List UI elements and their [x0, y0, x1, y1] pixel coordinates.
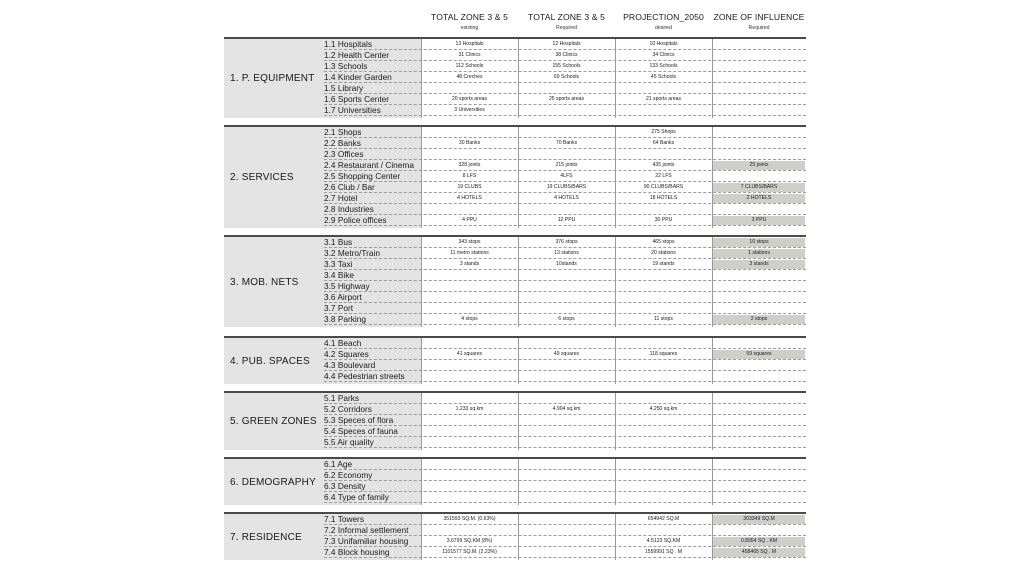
table-row: [324, 270, 806, 281]
table-cell: 70 Banks: [555, 140, 578, 146]
table-cell: 376 stops: [555, 239, 578, 245]
table-cell: 654942 SQ.M: [647, 516, 680, 522]
row-label: 1.2 Health Center: [324, 50, 390, 60]
row-label: 2.3 Offices: [324, 149, 364, 159]
table-row: [324, 204, 806, 215]
table-row: [324, 404, 806, 415]
table-cell: 4 HOTELS: [554, 195, 579, 201]
section-label: 1. P. EQUIPMENT: [230, 73, 315, 84]
table-cell: 351593 SQ.M. (0.63%): [443, 516, 496, 522]
row-label: 1.4 Kinder Garden: [324, 72, 392, 82]
table-cell: 10 stops: [713, 238, 805, 247]
table-row: [324, 314, 806, 325]
row-label: 5.4 Speces of fauna: [324, 426, 398, 436]
table-cell: 3 stands: [713, 260, 805, 269]
row-label: 5.1 Parks: [324, 393, 360, 403]
table-cell: 19 CLUBS: [457, 184, 482, 190]
table-row: [324, 459, 806, 470]
table-row: [324, 470, 806, 481]
table-row: [324, 94, 806, 105]
row-separator: [324, 225, 806, 226]
table-cell: 1559991 SQ . M: [644, 549, 683, 555]
column-subtitle: Required: [748, 25, 770, 31]
table-row: [324, 105, 806, 116]
table-cell: 303349 SQ.M: [713, 515, 805, 524]
row-label: 3.2 Metro/Train: [324, 248, 380, 258]
table-cell: 20 sports areas: [451, 96, 488, 102]
table-cell: 4 HOTELS: [457, 195, 482, 201]
table-cell: 69 Schools: [553, 74, 580, 80]
table-cell: 21 sports areas: [645, 96, 682, 102]
table-cell: 11 stops: [654, 316, 673, 322]
table-cell: 1101577 SQ.M. (2.23%): [442, 549, 497, 555]
row-label: 4.3 Boulevard: [324, 360, 376, 370]
section-4-pub-spaces: [224, 336, 806, 384]
row-label: 3.8 Parking: [324, 314, 366, 324]
table-cell: 13 Hospitals: [455, 41, 484, 47]
table-cell: 12 Hospitals: [552, 41, 581, 47]
section-label: 3. MOB. NETS: [230, 276, 299, 288]
table-cell: 19 stands: [652, 261, 675, 267]
table-cell: 6 stops: [558, 316, 575, 322]
table-row: [324, 536, 806, 547]
row-label: 3.3 Taxi: [324, 259, 353, 269]
table-cell: 11 metro stations: [450, 250, 489, 256]
table-cell: 4 PPU: [462, 217, 477, 223]
table-row: [324, 193, 806, 204]
row-label: 2.2 Banks: [324, 138, 361, 148]
table-row: [324, 281, 806, 292]
column-title: PROJECTION_2050: [623, 12, 704, 22]
table-cell: 45 Schools: [650, 74, 677, 80]
table-cell: 2 HOTELS: [713, 194, 805, 203]
row-label: 1.6 Sports Center: [324, 94, 390, 104]
table-cell: 435 joints: [652, 162, 675, 168]
column-header-existing: [421, 12, 518, 31]
column-title: ZONE OF INFLUENCE: [713, 12, 805, 22]
table-row: [324, 514, 806, 525]
row-label: 2.9 Police offices: [324, 215, 387, 225]
table-row: [324, 160, 806, 171]
table-row: [324, 481, 806, 492]
row-label: 5.5 Air quality: [324, 437, 374, 447]
table-cell: 118 squares: [649, 351, 678, 357]
row-label: 2.7 Hotel: [324, 193, 358, 203]
row-label: 7.1 Towers: [324, 514, 364, 524]
table-row: [324, 415, 806, 426]
table-row: [324, 171, 806, 182]
table-row: [324, 72, 806, 83]
table-cell: 8 LFS: [462, 173, 477, 179]
row-label: 2.8 Industries: [324, 204, 374, 214]
table-row: [324, 248, 806, 259]
row-label: 2.4 Restaurant / Cinema: [324, 160, 414, 170]
section-label: 6. DEMOGRAPHY: [230, 476, 316, 488]
row-label: 2.6 Club / Bar: [324, 182, 375, 192]
row-label: 3.6 Airport: [324, 292, 362, 302]
table-row: [324, 393, 806, 404]
table-cell: 41 squares: [456, 351, 483, 357]
table-row: [324, 61, 806, 72]
row-separator: [324, 557, 806, 558]
table-row: [324, 492, 806, 503]
row-separator: [324, 115, 806, 116]
row-separator: [324, 502, 806, 503]
table-cell: 20 stations: [651, 250, 676, 256]
table-cell: 25 sports areas: [548, 96, 585, 102]
section-label: 7. RESIDENCE: [230, 531, 302, 543]
row-label: 3.1 Bus: [324, 237, 353, 247]
table-cell: 133 Schools: [649, 63, 678, 69]
table-row: [324, 138, 806, 149]
table-row: [324, 525, 806, 536]
table-cell: 0.8954 SQ . KM: [713, 537, 805, 546]
table-cell: 3 PPU: [713, 216, 805, 225]
table-cell: 22 LFS: [655, 173, 672, 179]
table-row: [324, 215, 806, 226]
row-separator: [324, 447, 806, 448]
table-cell: 49 squares: [553, 351, 580, 357]
column-subtitle: desired: [654, 25, 672, 31]
table-cell: 1.233 sq.km: [455, 406, 484, 412]
row-label: 4.1 Beach: [324, 338, 362, 348]
section-6-demography: [224, 457, 806, 505]
column-title: TOTAL ZONE 3 & 5: [431, 12, 508, 22]
table-cell: 3 Universities: [454, 107, 485, 113]
table-cell: 1 stations: [713, 249, 805, 258]
table-cell: 112 Schools: [455, 63, 484, 69]
row-label: 5.2 Corridors: [324, 404, 372, 414]
table-row: [324, 371, 806, 382]
row-label: 6.1 Age: [324, 459, 353, 469]
table-cell: 30 Banks: [458, 140, 481, 146]
table-cell: 3.6799 SQ.KM (8%): [446, 538, 493, 544]
row-label: 4.4 Pedestrian streets: [324, 371, 405, 381]
table-cell: 31 Clinics: [458, 52, 481, 58]
row-label: 6.3 Density: [324, 481, 366, 491]
column-subtitle: existing: [460, 25, 479, 31]
section-2-services: [224, 125, 806, 228]
table-row: [324, 39, 806, 50]
column-subtitle: Required: [555, 25, 578, 31]
table-cell: 215 joints: [555, 162, 578, 168]
table-cell: 13 stations: [554, 250, 579, 256]
row-label: 6.4 Type of family: [324, 492, 389, 502]
section-label: 4. PUB. SPACES: [230, 355, 310, 367]
table-cell: 48 Creches: [456, 74, 483, 80]
table-row: [324, 547, 806, 558]
table-cell: 458465 SQ . M: [713, 548, 805, 557]
section-5-green-zones: [224, 391, 806, 450]
table-cell: 155 Schools: [552, 63, 581, 69]
table-row: [324, 437, 806, 448]
row-label: 3.7 Port: [324, 303, 354, 313]
table-row: [324, 259, 806, 270]
table-cell: 25 joints: [713, 161, 805, 170]
table-cell: 3 stands: [459, 261, 480, 267]
table-cell: 59 squares: [713, 350, 805, 359]
row-label: 2.5 Shopping Center: [324, 171, 401, 181]
table-cell: 30 PPU: [654, 217, 673, 223]
row-label: 1.1 Hospitals: [324, 39, 372, 49]
row-label: 1.5 Library: [324, 83, 364, 93]
table-cell: 328 joints: [458, 162, 481, 168]
table-cell: 4 stops: [461, 316, 478, 322]
row-label: 6.2 Economy: [324, 470, 373, 480]
row-label: 7.3 Unifamiliar housing: [324, 536, 409, 546]
table-row: [324, 338, 806, 349]
section-label: 5. GREEN ZONES: [230, 416, 317, 427]
table-row: [324, 349, 806, 360]
table-cell: 12 PPU: [557, 217, 576, 223]
row-label: 4.2 Squares: [324, 349, 369, 359]
row-label: 2.1 Shops: [324, 127, 362, 137]
table-row: [324, 237, 806, 248]
row-label: 7.2 Informal settlement: [324, 525, 409, 535]
table-cell: 4.904 sq.km: [552, 406, 581, 412]
row-label: 3.5 Highway: [324, 281, 370, 291]
table-cell: 7 CLUBS/BARS: [713, 183, 805, 192]
data-table: [224, 0, 806, 576]
row-label: 1.7 Universities: [324, 105, 381, 115]
table-cell: 343 stops: [458, 239, 481, 245]
table-row: [324, 426, 806, 437]
table-cell: 275 Shops: [651, 129, 676, 135]
table-cell: 19 CLUBS/BARS: [546, 184, 587, 190]
table-row: [324, 50, 806, 61]
table-cell: 38 Clinics: [555, 52, 578, 58]
table-cell: 10stands: [556, 261, 577, 267]
table-cell: 465 stops: [652, 239, 675, 245]
section-3-mob-nets: [224, 235, 806, 327]
table-cell: 4LFS: [560, 173, 573, 179]
section-label: 2. SERVICES: [230, 172, 294, 183]
table-cell: 18 HOTELS: [649, 195, 678, 201]
column-header-zone-of-influence: [712, 12, 806, 31]
row-separator: [324, 324, 806, 325]
table-cell: 4.5123 SQ.KM: [646, 538, 681, 544]
table-row: [324, 360, 806, 371]
row-label: 3.4 Bike: [324, 270, 354, 280]
table-row: [324, 83, 806, 94]
table-cell: 90 CLUBS/BARS: [643, 184, 684, 190]
table-row: [324, 182, 806, 193]
row-label: 1.3 Schools: [324, 61, 368, 71]
table-cell: 2 stops: [713, 315, 805, 324]
table-cell: 34 Clinics: [652, 52, 675, 58]
table-row: [324, 149, 806, 160]
table-cell: 4.250 sq.km: [649, 406, 678, 412]
column-header-required: [518, 12, 615, 31]
section-7-residence: [224, 512, 806, 560]
row-label: 5.3 Speces of flora: [324, 415, 394, 425]
section-1-p-equipment: [224, 37, 806, 118]
column-header-projection: [615, 12, 712, 31]
table-cell: 10 Hospitals: [649, 41, 678, 47]
table-row: [324, 127, 806, 138]
table-cell: 64 Banks: [652, 140, 675, 146]
table-row: [324, 303, 806, 314]
row-label: 7.4 Block housing: [324, 547, 390, 557]
table-row: [324, 292, 806, 303]
column-title: TOTAL ZONE 3 & 5: [528, 12, 605, 22]
